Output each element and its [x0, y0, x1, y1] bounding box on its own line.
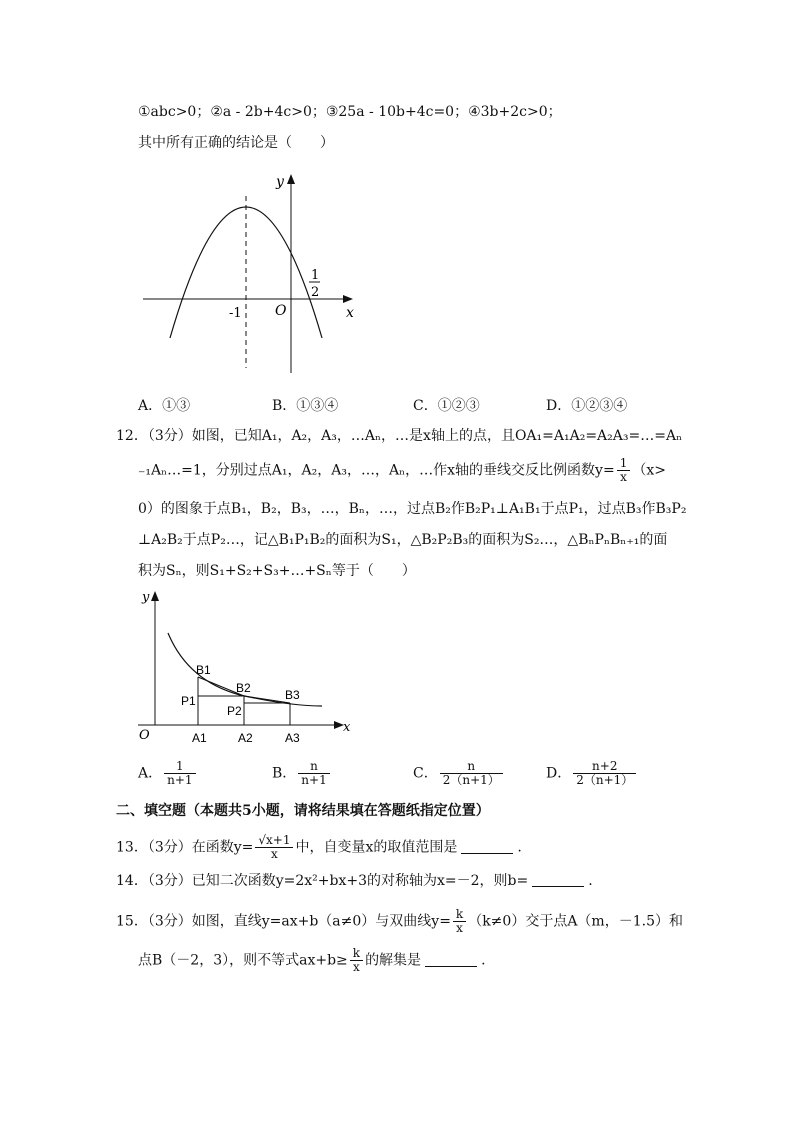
- q14-line: 14．（3分）已知二次函数y=2x²+bx+3的对称轴为x=－2，则b= .: [116, 873, 593, 889]
- q11-conditions: ①abc>0；②a - 2b+4c>0；③25a - 10b+4c=0；④3b+2c>0；: [138, 104, 562, 120]
- q11-minus-one-label: -1: [229, 306, 242, 321]
- q11-option-d[interactable]: D．①②③④: [546, 398, 628, 414]
- q11-half-den: 2: [311, 285, 320, 300]
- section-fill-in-heading: 二、填空题（本题共5小题，请将结果填在答题纸指定位置）: [116, 803, 490, 819]
- q12-origin-label: O: [139, 728, 150, 743]
- q12-label-a1: A1: [192, 731, 207, 745]
- q11-parabola-graph: [135, 168, 365, 380]
- q12-label-a2: A2: [238, 731, 253, 745]
- q13-answer-blank[interactable]: [461, 841, 513, 854]
- q11-origin-label: O: [275, 303, 287, 319]
- q11-half-num: 1: [311, 268, 320, 283]
- q12-line-4: ⊥A₂B₂于点P₂…，记△B₁P₁B₂的面积为S₁，△B₂P₂B₃的面积为S₂…，△BₙPₙBₙ₊₁的面: [138, 532, 668, 548]
- q11-option-c[interactable]: C．①②③: [413, 398, 480, 414]
- q12-option-b[interactable]: B． $\frac{n}{n+1}$: [272, 760, 332, 787]
- q15-line-1: 15．（3分）如图，直线y=ax+b（a≠0）与双曲线y= $\frac{k}{x}$ （k≠0）交于点A（m，－1.5）和: [116, 907, 683, 935]
- q15-line-2: 点B（－2，3），则不等式ax+b≥ $\frac{k}{x}$ 的解集是 .: [138, 946, 486, 974]
- q12-label-a3: A3: [285, 731, 300, 745]
- q11-y-axis-arrow: [287, 174, 295, 184]
- q12-line-1: 12．（3分）如图，已知A₁，A₂，A₃，…Aₙ，…是x轴上的点，且OA₁=A₁A₂=A₂A₃=…=Aₙ: [116, 428, 683, 444]
- q12-label-b2: B2: [236, 681, 251, 695]
- q12-label-p2: P2: [227, 704, 242, 718]
- q12-x-label: x: [343, 720, 351, 735]
- q11-option-b[interactable]: B．①③④: [272, 398, 339, 414]
- q14-answer-blank[interactable]: [532, 874, 584, 887]
- q12-y-axis-arrow: [151, 591, 159, 601]
- q12-line-2: ₋₁Aₙ…=1，分别过点A₁，A₂，A₃，…，Aₙ，…作x轴的垂线交反比例函数y= $\frac{1}{x}$ （x>: [138, 456, 666, 484]
- q12-label-p1: P1: [181, 694, 196, 708]
- q12-option-d[interactable]: D． $\frac{n+2}{2(n+1)}$: [546, 760, 638, 787]
- q15-answer-blank[interactable]: [425, 954, 477, 967]
- q11-option-a[interactable]: A．①③: [138, 398, 191, 414]
- q12-hyperbola-graph: [130, 585, 360, 750]
- q12-option-c[interactable]: C． $\frac{n}{2(n+1)}$: [413, 760, 505, 787]
- q12-option-a[interactable]: A． $\frac{1}{n+1}$: [138, 760, 198, 787]
- q11-x-label: x: [346, 305, 354, 321]
- q12-y-label: y: [142, 590, 150, 605]
- q12-label-b3: B3: [285, 688, 300, 702]
- q12-label-b1: B1: [196, 663, 211, 677]
- q11-prompt: 其中所有正确的结论是（ ）: [138, 135, 334, 151]
- q11-y-label: y: [276, 174, 284, 190]
- q12-line-5: 积为Sₙ，则S₁+S₂+S₃+…+Sₙ等于（ ）: [138, 563, 416, 579]
- q13-line: 13．（3分）在函数y= $\frac{√x+1}{x}$ 中，自变量x的取值范围是 .: [116, 833, 522, 861]
- q12-line-3: 0）的图象于点B₁，B₂，B₃，…，Bₙ，…，过点B₂作B₂P₁⊥A₁B₁于点P₁，过点B₃作B₃P₂: [138, 501, 687, 517]
- q12-b2b3-chord: [244, 696, 290, 703]
- q11-x-axis-arrow: [343, 295, 353, 303]
